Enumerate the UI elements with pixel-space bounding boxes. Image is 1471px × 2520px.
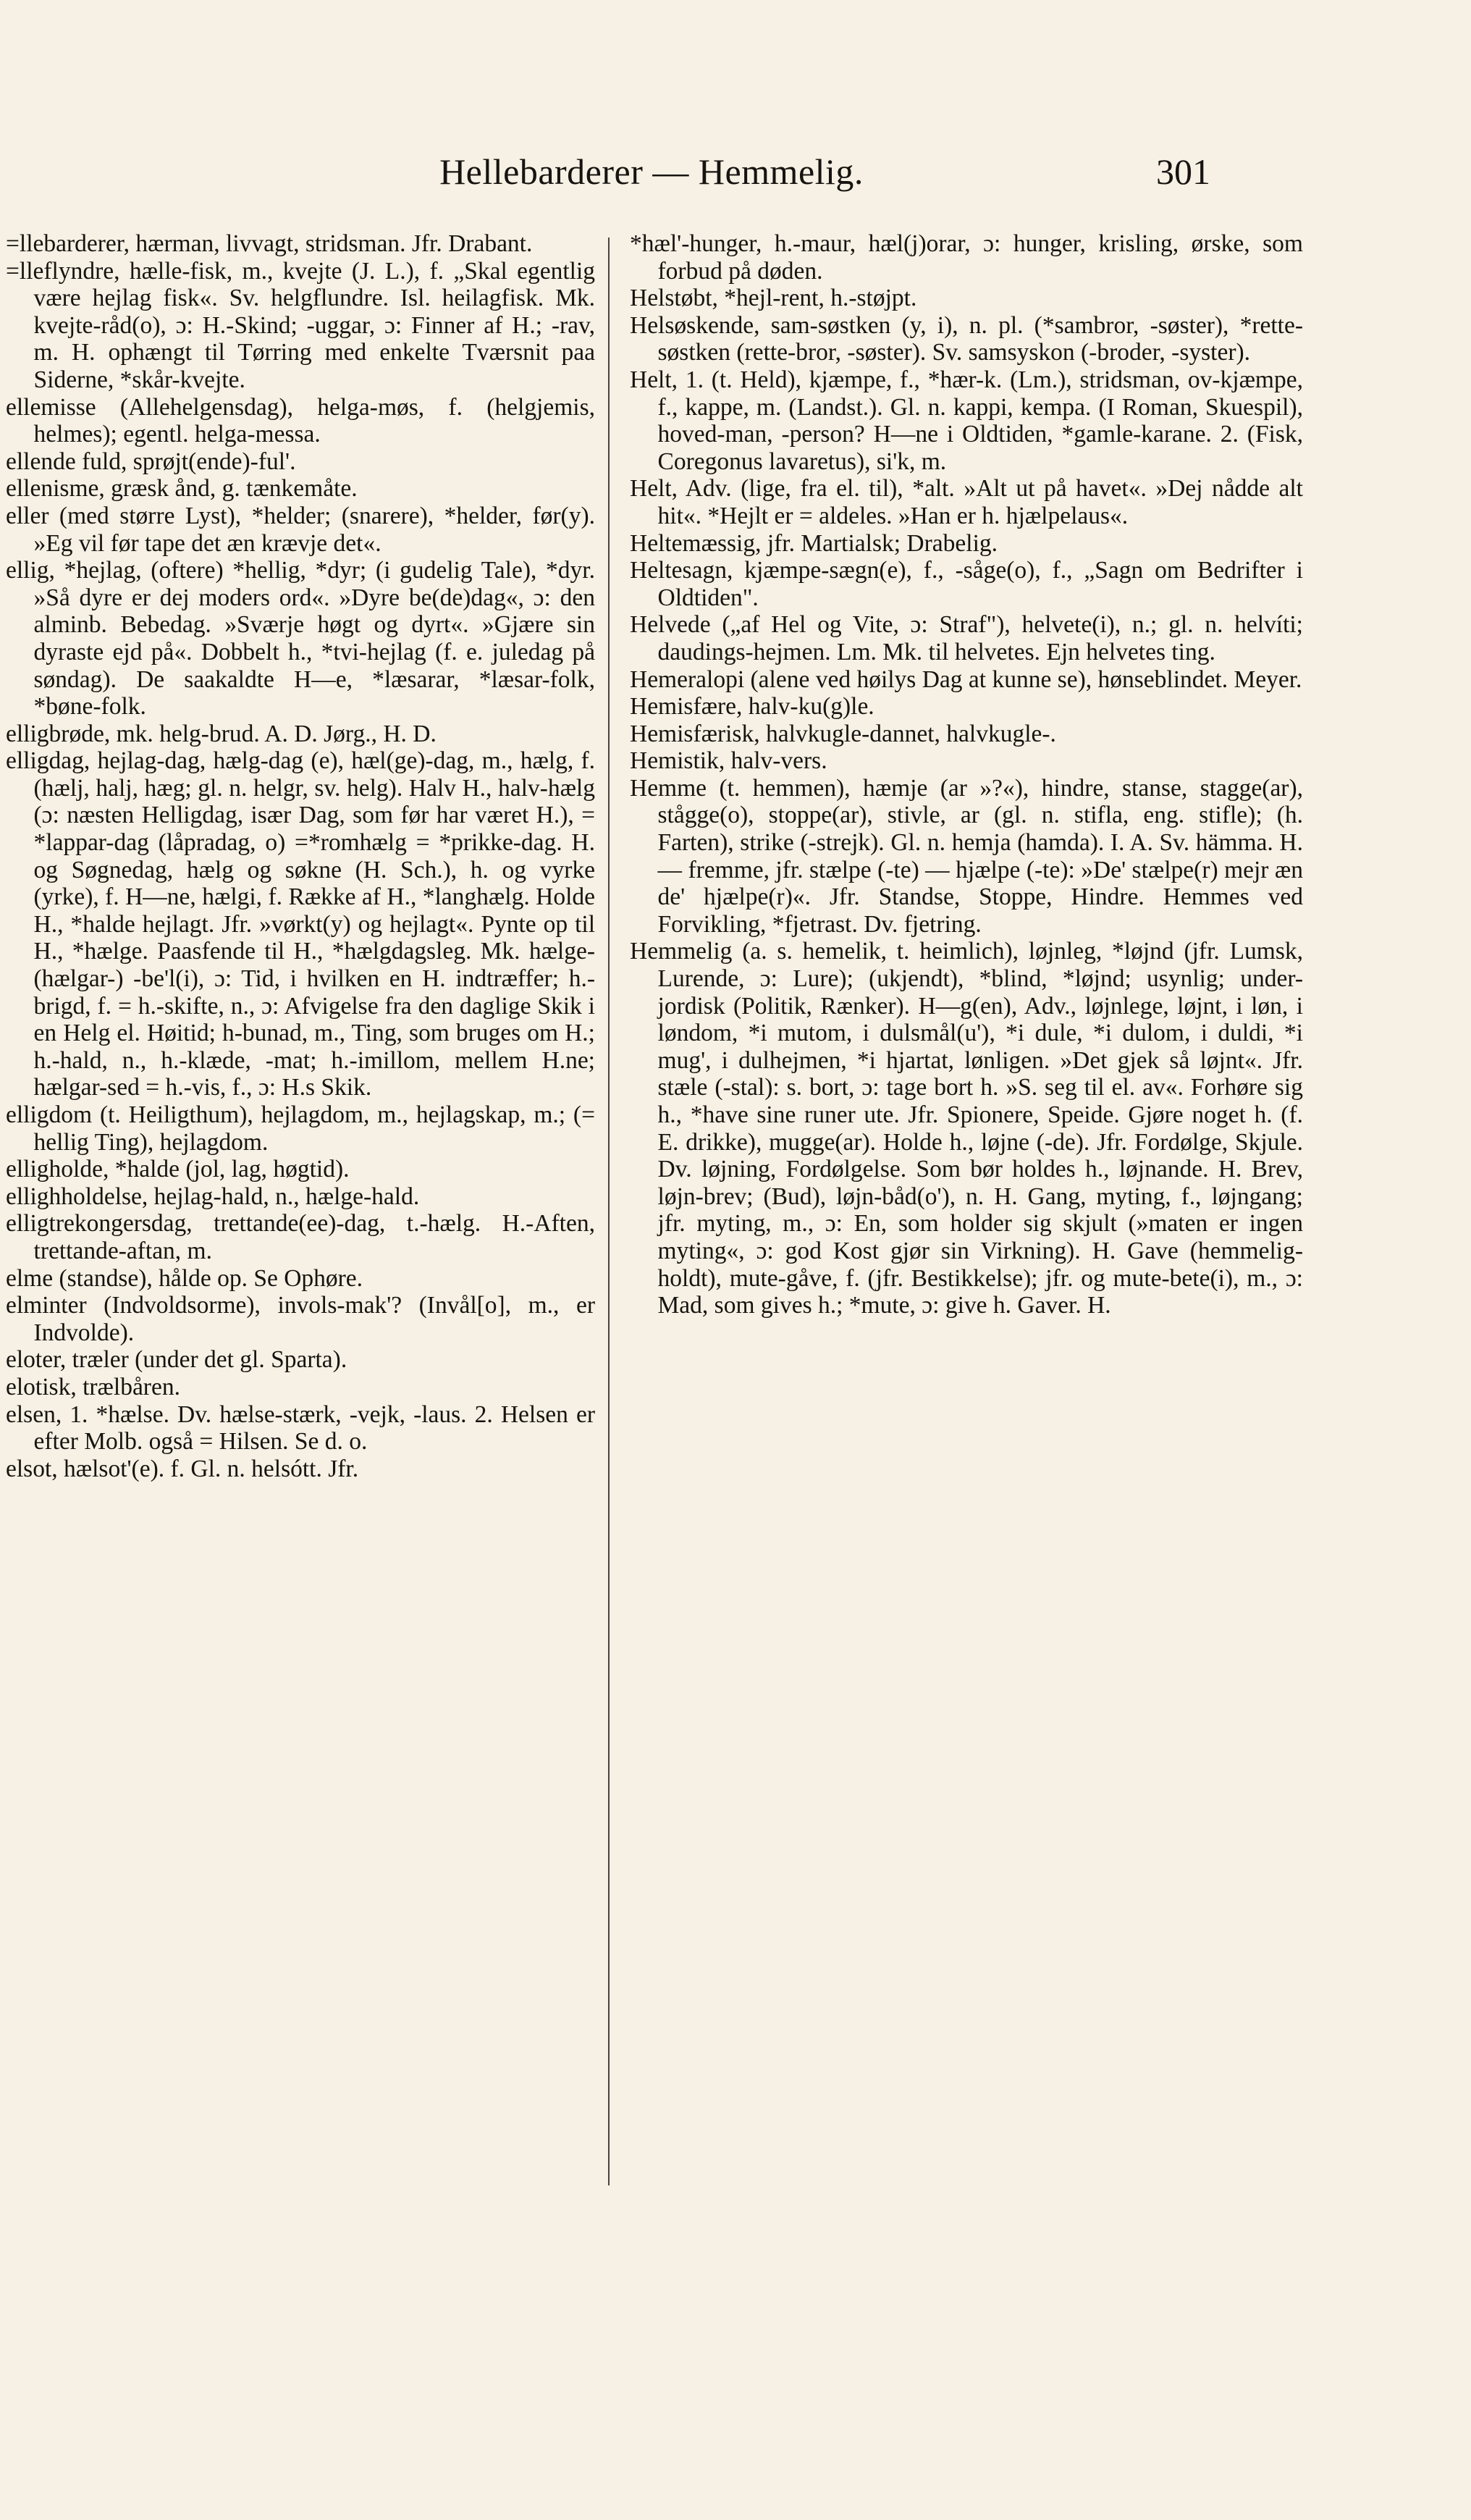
dictionary-entry: Helvede („af Hel og Vite, ɔ: Straf"), helvete(i), n.; gl. n. helvíti; daudings-hejmen. Lm. Mk. til helvetes. Ejn helvetes ting. xyxy=(630,611,1303,665)
dictionary-entry: eller (med større Lyst), *helder; (snarere), *helder, før(y). »Eg vil før tape det æn krævje det«. xyxy=(6,502,595,557)
dictionary-entry: elligtrekongersdag, trettande(ee)-dag, t.-hælg. H.-Aften, trettande-aftan, m. xyxy=(6,1210,595,1264)
dictionary-entry: Hemisfære, halv-ku(g)le. xyxy=(630,693,874,721)
dictionary-entry: Hemme (t. hemmen), hæmje (ar »?«), hindre, stanse, stagge(ar), stågge(o), stoppe(ar), stivle, ar (gl. n. stifla, eng. stifle); (h. Farten), strike (-strejk). Gl. n. hemja (hamda). I. A. Sv. hämma. H. — fremme, jfr. stælpe (-te) — hjælpe (-te): »De' stælpe(r) mejr æn de' hjælpe(r)«. Jfr. Standse, Stoppe, Hindre. Hemmes ved Forvikling, *fjetrast. Dv. fjetring. xyxy=(630,774,1303,938)
dictionary-entry: ellende fuld, sprøjt(ende)-ful'. xyxy=(6,448,296,475)
dictionary-entry: elligdag, hejlag-dag, hælg-dag (e), hæl(ge)-dag, m., hælg, f. (hælj, halj, hæg; gl. n. helgr, sv. helg). Halv H., halv-hælg (ɔ: næsten Helligdag, især Dag, som før har været H.), = *lappar-dag (låpradag, o) =*romhælg = *prikke-dag. H. og Søgnedag, hælg og søkne (H. Sch.), h. og vyrke (yrke), f. H—ne, hælgi, f. Række af H., *langhælg. Holde H., *halde hejlagt. Jfr. »vørkt(y) og hejlagt«. Pynte op til H., *hælge. Paasfende til H., *hælgdagsleg. Mk. hælge- (hælgar-) -be'l(i), ɔ: Tid, i hvilken en H. indtræffer; h.-brigd, f. = h.-skifte, n., ɔ: Afvigelse fra den daglige Skik i en Helg el. Høitid; h-bunad, m., Ting, som bruges om H.; h.-hald, n., h.-klæde, -mat; h.-imillom, mellem H.ne; hælgar-sed = h.-vis, f., ɔ: H.s Skik. xyxy=(6,747,595,1101)
dictionary-entry: Hemeralopi (alene ved høilys Dag at kunne se), hønseblindet. Meyer. xyxy=(630,665,1302,693)
dictionary-entry: elme (standse), hålde op. Se Ophøre. xyxy=(6,1264,363,1292)
dictionary-entry: ellighholdelse, hejlag-hald, n., hælge-hald. xyxy=(6,1183,420,1210)
dictionary-entry: Helsøskende, sam-søstken (y, i), n. pl. (*sambror, -søster), *rette-søstken (rette-bror, -søster). Sv. samsyskon (-broder, -syster). xyxy=(630,311,1303,366)
dictionary-entry: ellenisme, græsk ånd, g. tænkemåte. xyxy=(6,475,358,503)
dictionary-entry: Hemmelig (a. s. hemelik, t. heimlich), løjnleg, *løjnd (jfr. Lumsk, Lurende, ɔ: Lure); (ukjendt), *blind, *løjnd; usynlig; under-jordisk (Politik, Rænker). H—g(en), Adv., løjnlege, løjnt, i løn, i løndom, *i mutom, i dulsmål(u'), *i dule, *i dulom, i duldi, *i mug', i dulhejmen, *i hjartat, lønligen. »Det gjek så løjnt«. Jfr. stæle (-stal): s. bort, ɔ: tage bort h. »S. seg til el. av«. Forhøre sig h., *have sine runer ute. Jfr. Spionere, Speide. Gjøre noget h. (f. E. drikke), mugge(ar). Holde h., løjne (-de). Jfr. Fordølge, Skjule. Dv. løjning, Fordølgelse. Som bør holdes h., løjnande. H. Brev, løjn-brev; (Bud), løjn-båd(o'), n. H. Gang, myting, f., løjngang; jfr. myting, m., ɔ: En, som holder sig skjult (»maten er ingen myting«, ɔ: god Kost gjør sin Virkning). H. Gave (hemmelig-holdt), mute-gåve, f. (jfr. Bestikkelse); jfr. og mute-bete(i), m., ɔ: Mad, som gives h.; *mute, ɔ: give h. Gaver. H. xyxy=(630,938,1303,1319)
dictionary-entry: elminter (Indvoldsorme), invols-mak'? (Invål[o], m., er Indvolde). xyxy=(6,1292,595,1346)
dictionary-entry: Heltesagn, kjæmpe-sægn(e), f., -såge(o), f., „Sagn om Bedrifter i Oldtiden". xyxy=(630,557,1303,611)
dictionary-entry: elligholde, *halde (jol, lag, høgtid). xyxy=(6,1156,350,1183)
dictionary-entry: eloter, træler (under det gl. Sparta). xyxy=(6,1346,347,1374)
dictionary-entry: *hæl'-hunger, h.-maur, hæl(j)orar, ɔ: hunger, krisling, ørske, som forbud på døden. xyxy=(630,230,1303,285)
dictionary-entry: Hemisfærisk, halvkugle-dannet, halvkugle-. xyxy=(630,720,1056,747)
dictionary-entry: Helstøbt, *hejl-rent, h.-støjpt. xyxy=(630,285,917,312)
dictionary-entry: Heltemæssig, jfr. Martialsk; Drabelig. xyxy=(630,529,998,557)
dictionary-entry: elsen, 1. *hælse. Dv. hælse-stærk, -vejk, -laus. 2. Helsen er efter Molb. også = Hilsen. Se d. o. xyxy=(6,1400,595,1456)
page-header xyxy=(0,151,1471,201)
page-number: 301 xyxy=(1156,151,1210,192)
dictionary-entry: ellemisse (Allehelgensdag), helga-møs, f. (helgjemis, helmes); egentl. helga-messa. xyxy=(6,393,595,448)
dictionary-entry: Hemistik, halv-vers. xyxy=(630,747,827,775)
dictionary-entry: elsot, hælsot'(e). f. Gl. n. helsótt. Jfr. xyxy=(6,1455,359,1482)
column-divider xyxy=(608,238,610,2185)
left-column xyxy=(6,230,595,2345)
dictionary-entry: elligbrøde, mk. helg-brud. A. D. Jørg., H. D. xyxy=(6,720,437,747)
running-head: Hellebarderer — Hemmelig. xyxy=(439,151,864,192)
right-column xyxy=(630,230,1303,2345)
dictionary-entry: Helt, 1. (t. Held), kjæmpe, f., *hær-k. (Lm.), stridsman, ov-kjæmpe, f., kappe, m. (Landst.). Gl. n. kappi, kempa. (I Roman, Skuespil), hoved-man, -person? H—ne i Oldtiden, *gamle-karane. 2. (Fisk, Coregonus lavaretus), si'k, m. xyxy=(630,366,1303,475)
dictionary-entry: elotisk, trælbåren. xyxy=(6,1373,180,1400)
dictionary-entry: =llebarderer, hærman, livvagt, stridsman. Jfr. Drabant. xyxy=(6,230,533,257)
dictionary-entry: Helt, Adv. (lige, fra el. til), *alt. »Alt ut på havet«. »Dej nådde alt hit«. *Hejlt er = aldeles. »Han er h. hjælpelaus«. xyxy=(630,475,1303,529)
dictionary-entry: elligdom (t. Heiligthum), hejlagdom, m., hejlagskap, m.; (= hellig Ting), hejlagdom. xyxy=(6,1101,595,1156)
dictionary-entry: ellig, *hejlag, (oftere) *hellig, *dyr; (i gudelig Tale), *dyr. »Så dyre er dej moders ord«. »Dyre be(de)dag«, ɔ: den alminb. Bebedag. »Sværje høgt og dyrt«. »Gjære sin dyraste ejd på«. Dobbelt h., *tvi-hejlag (f. e. juledag på søndag). De saakaldte H—e, *læsarar, *læsar-folk, *bøne-folk. xyxy=(6,557,595,721)
dictionary-entry: =lleflyndre, hælle-fisk, m., kvejte (J. L.), f. „Skal egentlig være hejlag fisk«. Sv. helgflundre. Isl. heilagfisk. Mk. kvejte-råd(o), ɔ: H.-Skind; -uggar, ɔ: Finner af H.; -rav, m. H. ophængt til Tørring med enkelte Tværsnit paa Siderne, *skår-kvejte. xyxy=(6,257,595,393)
